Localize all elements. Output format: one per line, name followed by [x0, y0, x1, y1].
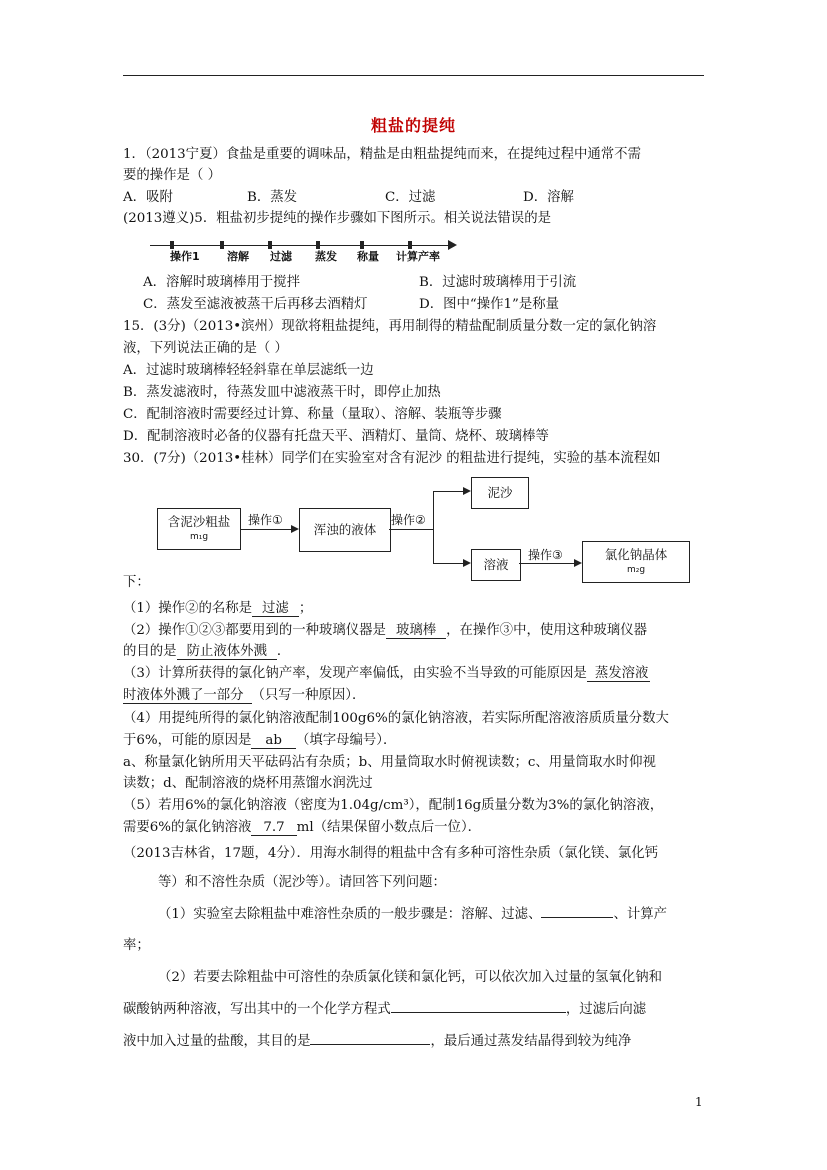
q5-part1-blank[interactable] — [541, 917, 613, 918]
q1-option-b: B．蒸发 — [247, 190, 298, 205]
q5-stem-line1: （2013吉林省，17题，4分）．用海水制得的粗盐中含有多种可溶性杂质（氯化镁、氯化钙 — [123, 846, 658, 861]
flow-arrow-line — [389, 529, 433, 530]
q4-part2-answer2: 防止液体外溅 — [177, 644, 277, 660]
flow-box-turbid-liquid-label: 浑浊的液体 — [313, 522, 377, 537]
q3-option-b: B．蒸发滤液时，待蒸发皿中滤液蒸干时，即停止加热 — [123, 385, 441, 400]
q4-part3-answer1: 蒸发溶液 — [587, 666, 651, 682]
q1-option-c: C．过滤 — [385, 190, 436, 205]
q1-stem-line1: 1．（2013宁夏）食盐是重要的调味品，精盐是由粗盐提纯而来，在提纯过程中通常不需 — [123, 147, 641, 162]
q3-stem-line2: 液，下列说法正确的是（ ） — [123, 341, 288, 356]
flow-box-nacl-crystal-mass: m₂g — [626, 565, 646, 575]
q4-part5-text: 需要6%的氯化钠溶液 — [123, 820, 252, 835]
q4-part5-end: ml（结果保留小数点后一位）． — [296, 820, 482, 835]
q5-part2-text3: 液中加入过量的盐酸，其目的是 — [123, 1034, 311, 1049]
q5-part2-text2: ，过滤后向滤 — [565, 1002, 647, 1017]
q4-stem-line2: 下： — [123, 575, 150, 590]
flow-arrow-line — [433, 563, 463, 564]
flow-op1-label: 操作① — [248, 513, 283, 527]
flow-box-turbid-liquid — [299, 508, 391, 552]
process-tick — [220, 241, 224, 249]
q5-part2-line1: （2）若要去除粗盐中可溶性的杂质氯化镁和氯化钙，可以依次加入过量的氢氧化钠和 — [158, 970, 662, 985]
q4-part2-text2: ，在操作③中，使用这种玻璃仪器 — [446, 623, 647, 638]
q4-part4-answer: ab — [251, 733, 296, 749]
flow-box-crude-salt-label: 含泥沙粗盐 — [167, 514, 231, 529]
q4-part1-end: ； — [298, 601, 313, 616]
process-step: 计算产率 — [396, 250, 440, 263]
q4-part2-answer1: 玻璃棒 — [386, 623, 446, 639]
q2-option-b: B．过滤时玻璃棒用于引流 — [419, 275, 577, 290]
page-title: 粗盐的提纯 — [370, 116, 456, 135]
q4-part4-line2 — [123, 732, 396, 750]
q1-options — [123, 189, 574, 207]
q4-part2-line1 — [123, 622, 647, 640]
flow-box-crude-salt-mass: m₁g — [189, 532, 209, 542]
process-step: 蒸发 — [315, 250, 337, 263]
q4-stem-line1: 30．(7分)（2013•桂林）同学们在实验室对含有泥沙 的粗盐进行提纯，实验的基本流程如 — [123, 451, 661, 466]
q5-part2-text: 碳酸钠两种溶液，写出其中的一个化学方程式 — [123, 1002, 391, 1017]
q4-part2-text: （2）操作①②③都要用到的一种玻璃仪器是 — [123, 623, 386, 638]
flow-arrow-line — [433, 491, 463, 492]
q3-option-c: C．配制溶液时需要经过计算、称量（量取）、溶解、装瓶等步骤 — [123, 407, 502, 422]
q5-part1-line1 — [158, 906, 667, 924]
q5-part2-line2 — [123, 1001, 646, 1019]
flow-op2-label: 操作② — [391, 513, 426, 527]
flow-arrow-line — [241, 529, 291, 530]
q4-part1 — [123, 600, 312, 618]
q4-part1-answer: 过滤 — [252, 601, 299, 617]
q1-option-a: A．吸附 — [123, 190, 173, 205]
q5-part2-text4: ，最后通过蒸发结晶得到较为纯净 — [430, 1034, 632, 1049]
flow-box-solution-label: 溶液 — [483, 557, 509, 572]
q4-part4-text: 于6%，可能的原因是 — [123, 733, 252, 748]
q4-part5-line2 — [123, 819, 481, 837]
flow-branch-line — [433, 491, 434, 563]
q5-part1-text: （1）实验室去除粗盐中难溶性杂质的一般步骤是：溶解、过滤、 — [158, 907, 542, 922]
q1-stem-line2: 要的操作是（ ） — [123, 168, 221, 183]
process-step: 称量 — [357, 250, 379, 263]
q5-part1-text2: 、计算产 — [613, 907, 668, 922]
flow-arrowhead — [463, 487, 471, 495]
q4-part2-end: ． — [276, 644, 291, 659]
q4-part3-line1 — [123, 665, 650, 683]
q2-option-d: D．图中“操作1”是称量 — [419, 297, 560, 312]
q2-options-cd — [143, 296, 559, 314]
flow-box-sand-label: 泥沙 — [487, 485, 513, 500]
q4-part4-line3: a、称量氯化钠所用天平砝码沾有杂质；b、用量筒取水时俯视读数；c、用量筒取水时仰视 — [123, 755, 656, 770]
q5-part1-line2: 率； — [123, 938, 150, 953]
flow-arrowhead — [463, 559, 471, 567]
q3-option-d: D．配制溶液时必备的仪器有托盘天平、酒精灯、量筒、烧杯、玻璃棒等 — [123, 429, 549, 444]
q4-part3-end: （只写一种原因）． — [251, 688, 366, 703]
flow-box-nacl-crystal — [582, 541, 690, 583]
flow-box-nacl-crystal-label: 氯化钠晶体 — [604, 547, 668, 562]
flow-diagram — [150, 475, 710, 595]
q2-option-a: A．溶解时玻璃棒用于搅拌 — [143, 275, 300, 290]
q5-part2-blank2[interactable] — [310, 1044, 430, 1045]
flow-arrowhead — [291, 525, 299, 533]
q5-part2-line3 — [123, 1033, 631, 1051]
q4-part4-end: （填字母编号）． — [295, 733, 397, 748]
q4-part5-answer: 7.7 — [251, 820, 296, 836]
flow-op3-label: 操作③ — [528, 548, 563, 562]
process-step: 溶解 — [227, 250, 249, 263]
q4-part4-line1: （4）用提纯所得的氯化钠溶液配制100g6%的氯化钠溶液，若实际所配溶液溶质质量分数大 — [123, 711, 669, 726]
q3-option-a: A．过滤时玻璃棒轻轻斜靠在单层滤纸一边 — [123, 363, 374, 378]
process-axis — [150, 245, 450, 246]
flow-arrowhead — [574, 559, 582, 567]
process-step: 操作1 — [170, 250, 200, 263]
q4-part1-text: （1）操作②的名称是 — [123, 601, 253, 616]
process-arrowhead — [448, 240, 457, 250]
flow-box-crude-salt — [157, 508, 241, 550]
q4-part3-line2 — [123, 687, 365, 705]
process-diagram — [150, 236, 460, 266]
q5-stem-line2: 等）和不溶性杂质（泥沙等）。请回答下列问题： — [158, 875, 446, 890]
q2-options-ab — [143, 274, 576, 292]
header-rule — [123, 75, 704, 76]
flow-arrow-line — [519, 563, 574, 564]
q4-part3-answer2: 时液体外溅了一部分 — [123, 688, 252, 704]
flow-box-solution — [471, 549, 521, 581]
page-number: 1 — [695, 1095, 703, 1109]
q2-stem: (2013遵义)5．粗盐初步提纯的操作步骤如下图所示。相关说法错误的是 — [123, 211, 551, 226]
q2-option-c: C．蒸发至滤液被蒸干后再移去酒精灯 — [143, 297, 368, 312]
q1-option-d: D．溶解 — [523, 190, 574, 205]
flow-box-sand — [471, 477, 529, 509]
q3-stem-line1: 15．(3分)（2013•滨州）现欲将粗盐提纯，再用制得的精盐配制质量分数一定的氯化钠溶 — [123, 319, 657, 334]
q4-part2-text3: 的目的是 — [123, 644, 177, 659]
q4-part5-line1: （5）若用6%的氯化钠溶液（密度为1.04g/cm³），配制16g质量分数为3%的氯化钠溶液， — [123, 798, 664, 813]
process-step: 过滤 — [270, 250, 292, 263]
q4-part3-text: （3）计算所获得的氯化钠产率，发现产率偏低，由实验不当导致的可能原因是 — [123, 666, 587, 681]
q5-part2-blank1[interactable] — [391, 1012, 566, 1013]
q4-part4-line4: 读数；d、配制溶液的烧杯用蒸馏水润洗过 — [123, 776, 373, 791]
q4-part2-line2 — [123, 643, 290, 661]
